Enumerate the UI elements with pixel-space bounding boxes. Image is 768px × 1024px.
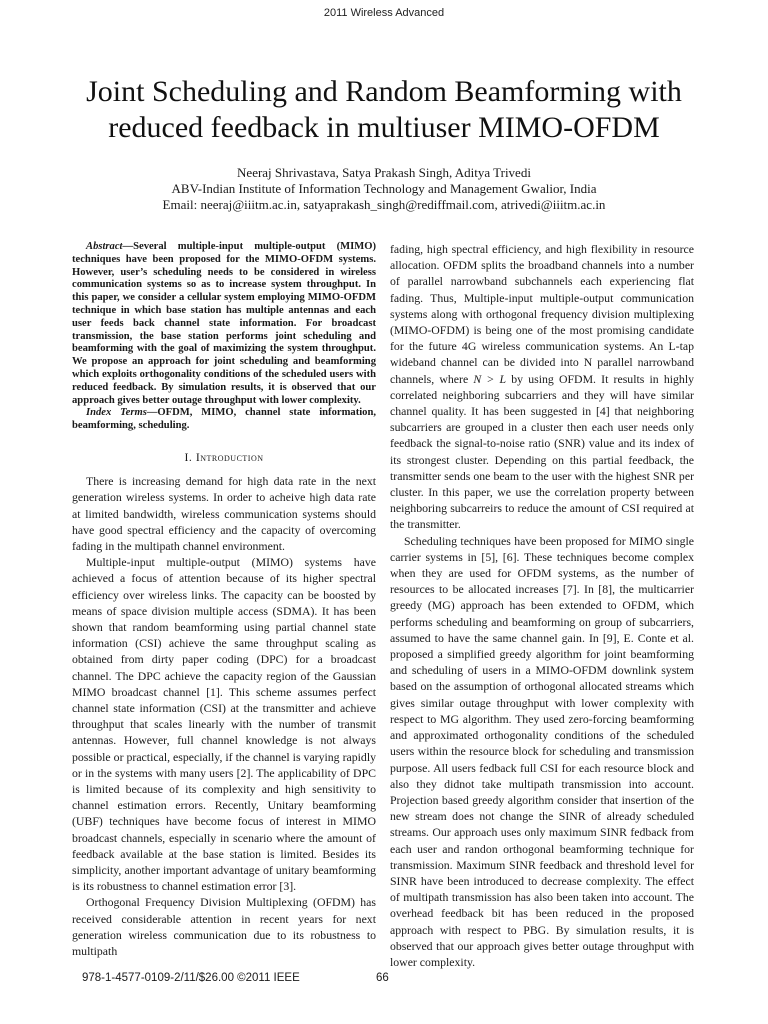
paper-title (40, 74, 728, 146)
left-paragraph-3: Orthogonal Frequency Division Multiplexing (OFDM) has received considerable attention in recent years for next generation wireless communication due to its robustness to multipath (72, 895, 376, 959)
author-list: Neeraj Shrivastava, Satya Prakash Singh, Aditya Trivedi (237, 165, 531, 180)
section-title: Introduction (195, 449, 264, 464)
section-number: I. (184, 449, 196, 464)
right-paragraph-2: Scheduling techniques have been proposed for MIMO single carrier systems in [5], [6]. These techniques become complex when they are used for OFDM systems, as the number of resources to be allocated increases [7]. In [8], the multicarrier greedy (MG) approach has been extended to OFDM, which performs scheduling and beamforming on group of subcarriers, assumed to have the same channel gain. In [9], E. Conte et al. proposed a simplified greedy algorithm for joint beamforming and scheduling of users in a MIMO-OFDM downlink system based on the assumption of orthogonal allocated streams which gives similar outage throughput with lower complexity with respect to MG algorithm. They used zero-forcing beamforming and approximated orthogonality conditions of the scheduled users within the resource block for scheduling and transmission purpose. All users fedback full CSI for each resource block and also they didnot take multipath transmission into account. Projection based greedy algorithm consider that insertion of the new stream does not change the SINR of already scheduled streams. Our approach uses only maximum SINR fedback from each user and randon orthogonal beamforming technique for transmission. Maximum SINR feedback and threshold level for SINR have been introduced to decrease complexity. The effect of multipath transmission has also been taken into account. The overhead feedback bit has been reduced in the proposed approach with respect to PBG. By simulation results, it is observed that our approach gives better outage throughput with lower complexity. (390, 533, 694, 969)
abstract-label: Abstract (86, 241, 123, 252)
index-terms-label: Index Terms (86, 407, 147, 419)
footer-isbn: 978-1-4577-0109-2/11/$26.00 ©2011 IEEE (82, 972, 300, 984)
left-paragraph-1: There is increasing demand for high data rate in the next generation wireless systems. In order to acheive high data rate at limited bandwidth, wireless communication systems should have good spectral efficiency and the capacity of overcoming fading in the multipath channel environment. (72, 474, 376, 553)
affiliation: ABV-Indian Institute of Information Technology and Management Gwalior, India (171, 181, 597, 196)
section-heading-introduction (72, 449, 376, 465)
running-head: 2011 Wireless Advanced (323, 7, 445, 19)
index-terms-dash: — (146, 407, 158, 419)
right-column (390, 241, 694, 970)
left-paragraph-2: Multiple-input multiple-output (MIMO) systems have achieved a focus of attention because of its higher spectral efficiency over wireless links. The capacity can be boosted by means of space division multiple access (SDMA). It has been shown that random beamforming using partial channel state information (CSI) achieve the same throughput scaling as obtained from dirty paper coding (DPC) for a broadcast channel. The DPC achieve the capacity region of the Gaussian MIMO broadcast channel [1]. This scheme assumes perfect channel state information (CSI) at the transmitter and achieve throughput that scales linearly with the number of transmit antennas. However, full channel knowledge is not always possible or practical, especially, if the channel is varying rapidly or in the systems with many users [2]. The applicability of DPC is limited because of its complexity and high sensitivity to channel estimation errors. Recently, Unitary beamforming (UBF) techniques have become focus of interest in MIMO broadcast channels, especially in scenario where the amount of feedback available at the base station is limited. Besides its simplicity, another important advantage of unitary beamforming is its robustness to channel estimation error [3]. (72, 555, 376, 894)
right-paragraph-1-part-b: by using OFDM. It results in highly correlated neighboring subcarriers and they will have similar channel quality. It has been suggested in [4] that neighboring subcarriers are grouped in a cluster then each user needs only feedback the signal-to-noise ratio (SNR) value and its index of its strongest cluster. Depending on this partial feedback, the transmitter sends one beam to the user with the highest SNR per cluster. In this paper, we use the correlation property between neighboring subcarreirs to reduce the amount of CSI required at the transmitter. (390, 371, 694, 532)
title-line-1: Joint Scheduling and Random Beamforming with (86, 75, 682, 108)
index-terms (72, 407, 376, 433)
page-number: 66 (376, 972, 389, 984)
title-line-2: reduced feedback in multiuser MIMO-OFDM (108, 111, 660, 144)
abstract-dash: — (122, 241, 134, 252)
index-terms-text: OFDM, MIMO, channel state information, beamforming, scheduling. (72, 407, 376, 432)
right-paragraph-1 (390, 241, 694, 533)
abstract-text: Several multiple-input multiple-output (MIMO) techniques have been proposed for the MIMO-OFDM systems. However, user’s scheduling needs to be considered in wireless communication systems so as to increase system throughput. In this paper, we consider a cellular system employing MIMO-OFDM technique in which base station has multiple antennas and each user feeds back channel state information. For broadcast transmission, the base station performs joint scheduling and beamforming with the goal of maximizing the system throughput. We propose an approach for joint scheduling and beamforming which exploits orthogonality conditions of the scheduled users with reduced feedback. By simulation results, it is observed that our approach gives better outage throughput with lower complexity. (72, 241, 376, 406)
inline-math: N > L (473, 371, 507, 386)
right-paragraph-1-part-a: fading, high spectral efficiency, and high flexibility in resource allocation. OFDM splits the broadband channels into a number of parallel narrowband subchannels each experiencing flat fading. Thus, Multiple-input multiple-output communication systems along with orthogonal frequency division multiplexing (MIMO-OFDM) is being one of the most promising candidate for the future 4G wireless communication systems. An L-tap wideband channel can be divided into N parallel narrowband channels, where (390, 242, 694, 386)
abstract (72, 241, 376, 407)
email-line: Email: neeraj@iiitm.ac.in, satyaprakash_singh@rediffmail.com, atrivedi@iiitm.ac.in (162, 197, 606, 212)
left-column (72, 241, 376, 959)
